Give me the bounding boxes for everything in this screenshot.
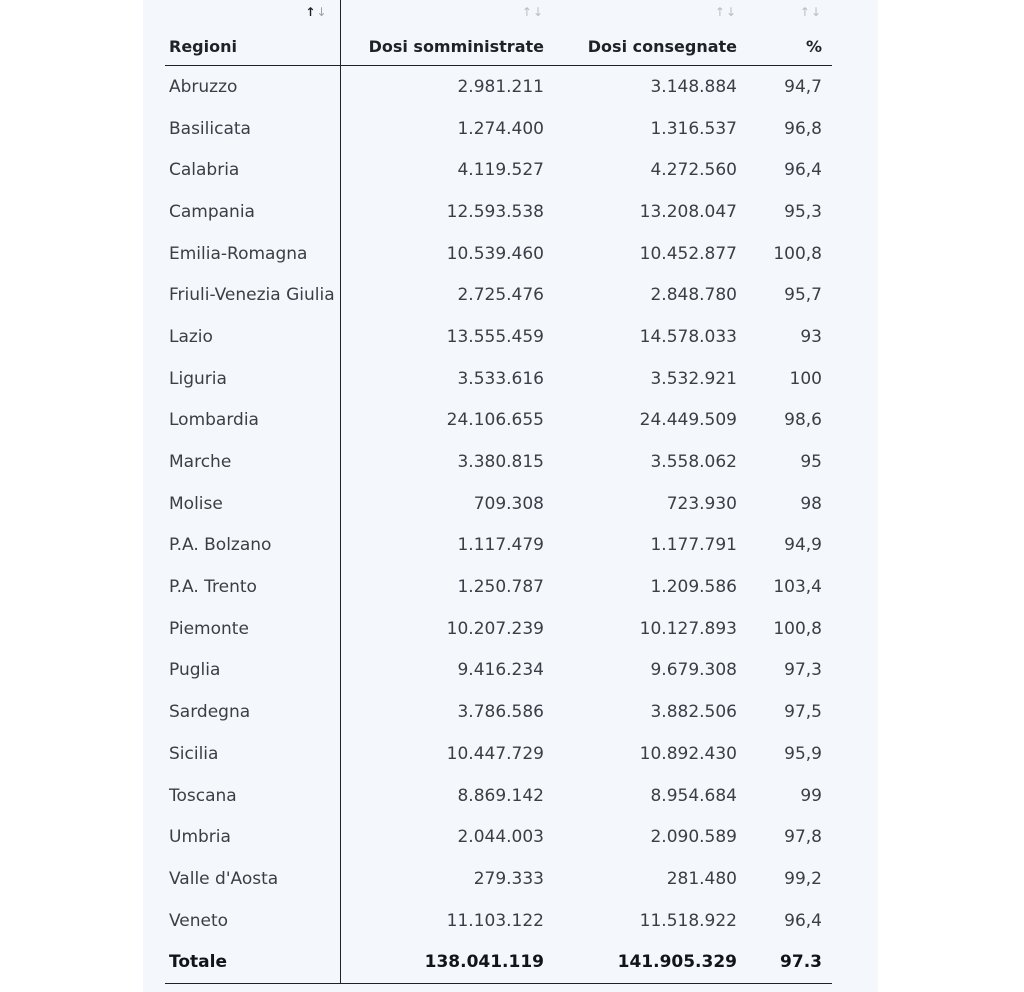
cell-delivered: 1.316.537 <box>650 118 737 139</box>
cell-region: Umbria <box>165 816 340 858</box>
header-dosi-consegnate-label: Dosi consegnate <box>587 37 737 56</box>
table-row <box>165 900 832 942</box>
cell-delivered: 281.480 <box>666 868 737 889</box>
cell-administered: 1.117.479 <box>457 535 544 556</box>
total-region: Totale <box>165 941 340 983</box>
cell-percent: 100,8 <box>773 618 822 639</box>
table-row <box>165 566 832 608</box>
table-row <box>165 66 832 108</box>
cell-delivered: 3.882.506 <box>650 702 737 723</box>
sort-arrows-active-icon[interactable]: ↑↓ <box>305 5 328 19</box>
header-regioni[interactable] <box>165 0 340 66</box>
sort-arrows-icon[interactable]: ↑↓ <box>521 5 544 19</box>
cell-delivered: 13.208.047 <box>639 201 737 222</box>
table-row <box>165 191 832 233</box>
table-row <box>165 858 832 900</box>
table-row <box>165 108 832 150</box>
total-percent: 97.3 <box>747 941 832 983</box>
cell-delivered: 14.578.033 <box>639 326 737 347</box>
cell-administered: 10.447.729 <box>446 743 544 764</box>
cell-percent: 97,8 <box>784 827 822 848</box>
cell-administered: 709.308 <box>473 493 544 514</box>
cell-administered: 1.274.400 <box>457 118 544 139</box>
cell-delivered: 10.452.877 <box>639 243 737 264</box>
cell-percent: 100 <box>789 368 822 389</box>
cell-percent: 97,5 <box>784 702 822 723</box>
cell-administered: 10.207.239 <box>446 618 544 639</box>
cell-region: Molise <box>165 483 340 525</box>
cell-percent: 94,9 <box>784 535 822 556</box>
vaccination-table <box>165 0 832 984</box>
total-delivered: 141.905.329 <box>554 941 747 983</box>
cell-delivered: 10.127.893 <box>639 618 737 639</box>
table-row <box>165 816 832 858</box>
header-dosi-somministrate[interactable] <box>340 0 554 66</box>
cell-administered: 279.333 <box>473 868 544 889</box>
cell-percent: 93 <box>800 326 822 347</box>
header-dosi-somministrate-label: Dosi somministrate <box>368 37 544 56</box>
cell-delivered: 8.954.684 <box>650 785 737 806</box>
table-row <box>165 775 832 817</box>
cell-region: Veneto <box>165 900 340 942</box>
cell-delivered: 4.272.560 <box>650 160 737 181</box>
table-row <box>165 691 832 733</box>
cell-administered: 3.533.616 <box>457 368 544 389</box>
header-percent-label: % <box>805 37 822 56</box>
table-row <box>165 608 832 650</box>
cell-region: Friuli-Venezia Giulia <box>165 274 340 316</box>
cell-administered: 2.981.211 <box>457 76 544 97</box>
cell-delivered: 2.090.589 <box>650 827 737 848</box>
table-row <box>165 650 832 692</box>
cell-delivered: 2.848.780 <box>650 285 737 306</box>
cell-percent: 96,4 <box>784 160 822 181</box>
table-row <box>165 733 832 775</box>
cell-administered: 10.539.460 <box>446 243 544 264</box>
cell-percent: 96,4 <box>784 910 822 931</box>
cell-administered: 24.106.655 <box>446 410 544 431</box>
cell-delivered: 10.892.430 <box>639 743 737 764</box>
cell-delivered: 3.148.884 <box>650 76 737 97</box>
cell-region: Lombardia <box>165 400 340 442</box>
cell-administered: 13.555.459 <box>446 326 544 347</box>
cell-percent: 94,7 <box>784 76 822 97</box>
cell-administered: 12.593.538 <box>446 201 544 222</box>
table-header-row <box>165 0 832 66</box>
cell-administered: 2.044.003 <box>457 827 544 848</box>
cell-region: P.A. Bolzano <box>165 525 340 567</box>
table-row <box>165 441 832 483</box>
table-row <box>165 400 832 442</box>
cell-delivered: 11.518.922 <box>639 910 737 931</box>
cell-administered: 11.103.122 <box>446 910 544 931</box>
cell-percent: 99 <box>800 785 822 806</box>
cell-region: Calabria <box>165 149 340 191</box>
total-row <box>165 941 832 983</box>
cell-region: Puglia <box>165 650 340 692</box>
cell-delivered: 24.449.509 <box>639 410 737 431</box>
cell-percent: 95,9 <box>784 743 822 764</box>
cell-region: Abruzzo <box>165 66 340 108</box>
table-panel <box>143 0 878 992</box>
table-row <box>165 149 832 191</box>
cell-administered: 3.786.586 <box>457 702 544 723</box>
cell-delivered: 9.679.308 <box>650 660 737 681</box>
header-percent[interactable] <box>747 0 832 66</box>
cell-administered: 1.250.787 <box>457 577 544 598</box>
cell-percent: 95 <box>800 452 822 473</box>
cell-percent: 103,4 <box>773 577 822 598</box>
cell-delivered: 3.532.921 <box>650 368 737 389</box>
cell-region: Lazio <box>165 316 340 358</box>
table-row <box>165 233 832 275</box>
cell-percent: 99,2 <box>784 868 822 889</box>
cell-region: Emilia-Romagna <box>165 233 340 275</box>
cell-delivered: 3.558.062 <box>650 452 737 473</box>
cell-percent: 96,8 <box>784 118 822 139</box>
cell-administered: 8.869.142 <box>457 785 544 806</box>
table-row <box>165 358 832 400</box>
cell-administered: 4.119.527 <box>457 160 544 181</box>
table-row <box>165 274 832 316</box>
cell-percent: 97,3 <box>784 660 822 681</box>
table-row <box>165 483 832 525</box>
cell-administered: 9.416.234 <box>457 660 544 681</box>
cell-region: Sardegna <box>165 691 340 733</box>
cell-region: Liguria <box>165 358 340 400</box>
cell-delivered: 1.209.586 <box>650 577 737 598</box>
cell-delivered: 723.930 <box>666 493 737 514</box>
cell-percent: 98,6 <box>784 410 822 431</box>
cell-region: Sicilia <box>165 733 340 775</box>
cell-region: Campania <box>165 191 340 233</box>
cell-percent: 95,7 <box>784 285 822 306</box>
header-dosi-consegnate[interactable] <box>554 0 747 66</box>
cell-region: Valle d'Aosta <box>165 858 340 900</box>
total-administered: 138.041.119 <box>340 941 554 983</box>
cell-percent: 98 <box>800 493 822 514</box>
sort-arrows-icon[interactable]: ↑↓ <box>799 5 822 19</box>
header-regioni-label: Regioni <box>169 37 237 56</box>
cell-administered: 2.725.476 <box>457 285 544 306</box>
cell-region: Toscana <box>165 775 340 817</box>
cell-percent: 100,8 <box>773 243 822 264</box>
cell-administered: 3.380.815 <box>457 452 544 473</box>
sort-arrows-icon[interactable]: ↑↓ <box>714 5 737 19</box>
table-row <box>165 525 832 567</box>
cell-delivered: 1.177.791 <box>650 535 737 556</box>
cell-region: Marche <box>165 441 340 483</box>
cell-region: Piemonte <box>165 608 340 650</box>
table-row <box>165 316 832 358</box>
cell-region: Basilicata <box>165 108 340 150</box>
cell-percent: 95,3 <box>784 201 822 222</box>
cell-region: P.A. Trento <box>165 566 340 608</box>
